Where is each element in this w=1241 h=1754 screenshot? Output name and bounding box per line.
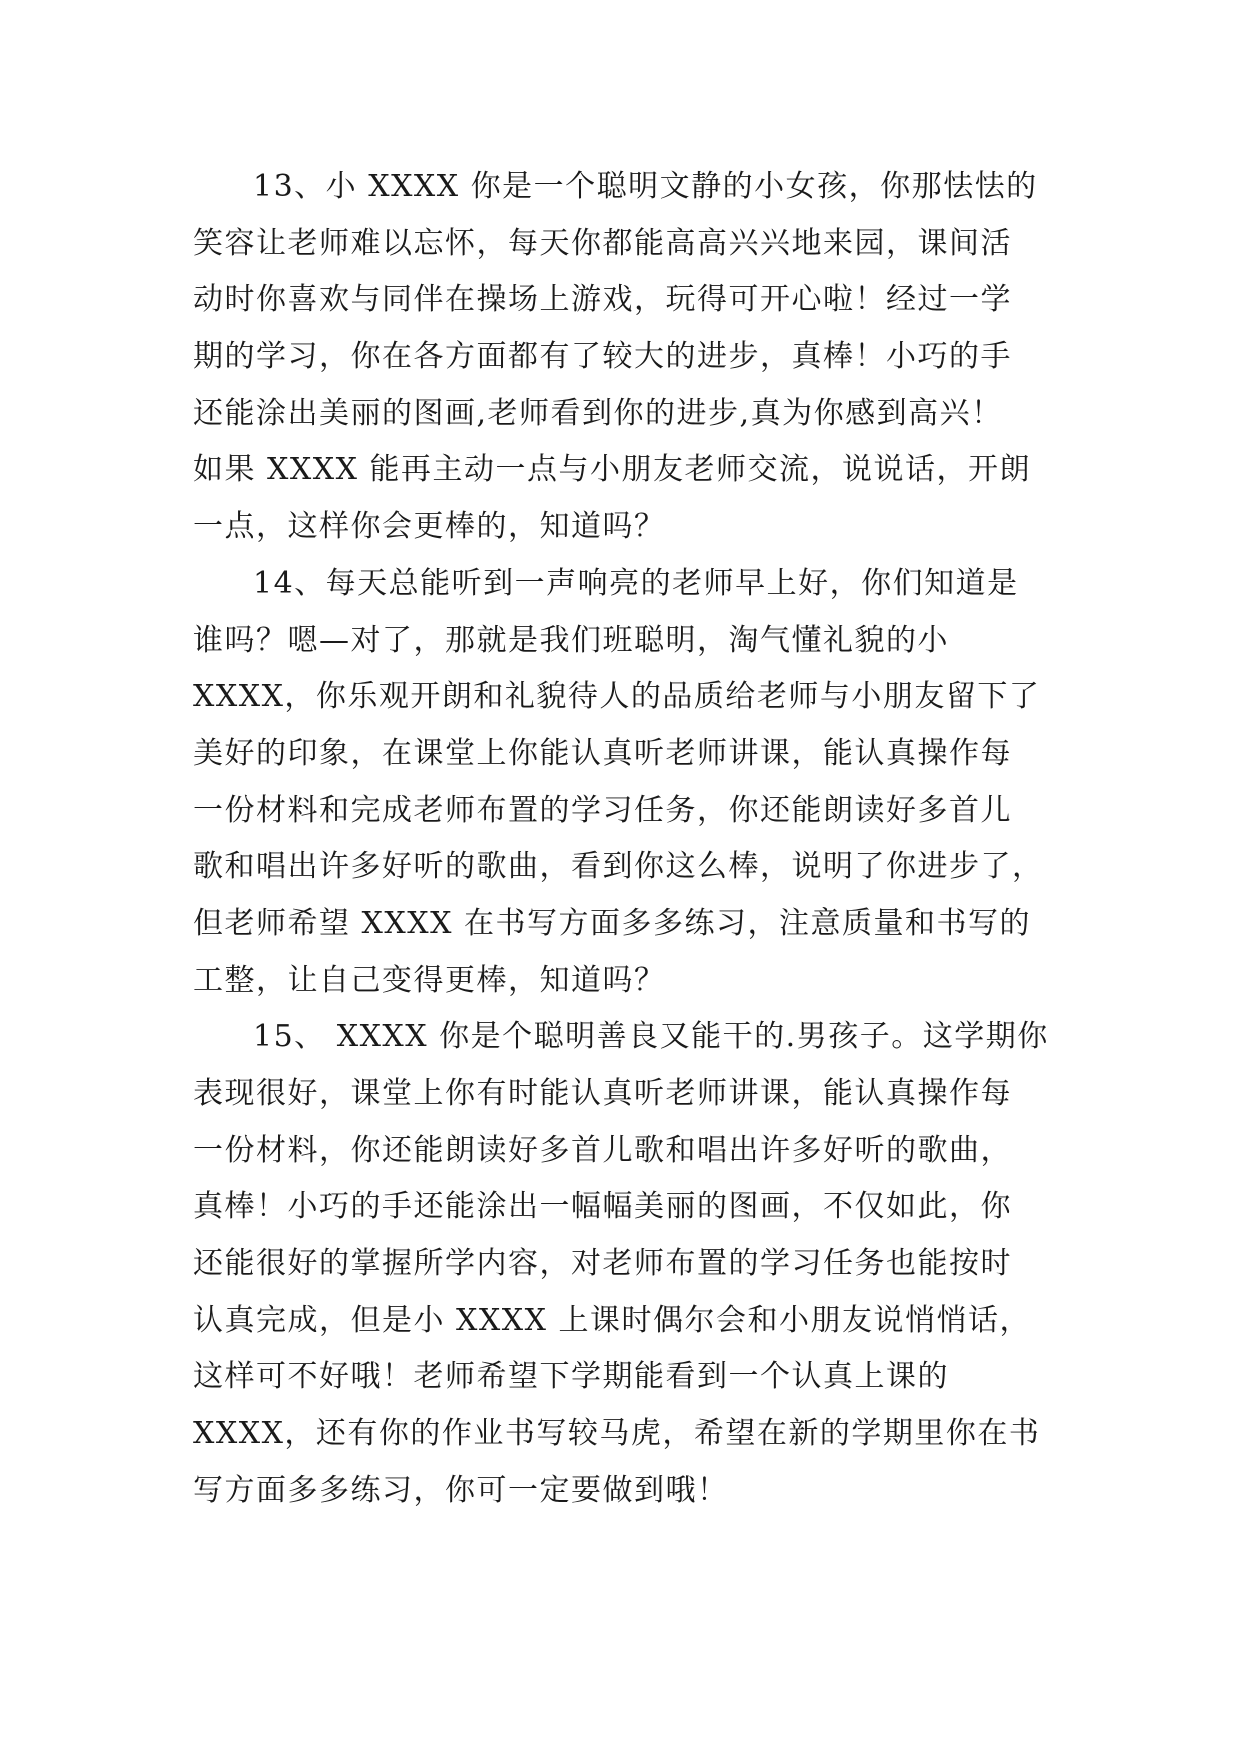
paragraph-line: 写方面多多练习，你可一定要做到哦！	[193, 1472, 729, 1508]
paragraph-line: 13、小 XXXX 你是一个聪明文静的小女孩，你那怯怯的	[253, 169, 1038, 204]
paragraph-line: 美好的印象，在课堂上你能认真听老师讲课，能认真操作每	[193, 735, 1012, 771]
paragraph-line: 工整，让自己变得更棒，知道吗？	[193, 962, 666, 998]
paragraph-line: 动时你喜欢与同伴在操场上游戏，玩得可开心啦！经过一学	[193, 282, 1012, 318]
paragraph-line: 一份材料，你还能朗读好多首儿歌和唱出许多好听的歌曲，	[193, 1132, 1012, 1168]
paragraph-line: 认真完成，但是小 XXXX 上课时偶尔会和小朋友说悄悄话，	[193, 1302, 1032, 1338]
paragraph-line: 一点，这样你会更棒的，知道吗？	[193, 509, 666, 545]
paragraph-line: 还能涂出美丽的图画,老师看到你的进步,真为你感到高兴！	[193, 395, 1003, 431]
paragraph-line: 真棒！小巧的手还能涂出一幅幅美丽的图画，不仅如此，你	[193, 1189, 1012, 1225]
paragraph-13	[193, 159, 1073, 556]
paragraph-line: 表现很好，课堂上你有时能认真听老师讲课，能认真操作每	[193, 1076, 1012, 1111]
paragraph-15	[193, 1009, 1073, 1519]
paragraph-line: XXXX，你乐观开朗和礼貌待人的品质给老师与小朋友留下了	[193, 679, 1041, 715]
paragraph-14	[193, 556, 1073, 1010]
paragraph-line: 谁吗？嗯—对了，那就是我们班聪明，淘气懂礼貌的小	[193, 622, 949, 658]
paragraph-line: 还能很好的掌握所学内容，对老师布置的学习任务也能按时	[193, 1246, 1012, 1282]
paragraph-line: 如果 XXXX 能再主动一点与小朋友老师交流，说说话，开朗	[193, 452, 1032, 488]
paragraph-line: XXXX，还有你的作业书写较马虎，希望在新的学期里你在书	[193, 1416, 1041, 1452]
document-body	[193, 159, 1073, 1520]
paragraph-line: 歌和唱出许多好听的歌曲，看到你这么棒，说明了你进步了，	[193, 849, 1044, 885]
paragraph-line: 15、 XXXX 你是个聪明善良又能干的.男孩子。这学期你	[253, 1019, 1049, 1055]
paragraph-line: 一份材料和完成老师布置的学习任务，你还能朗读好多首儿	[193, 792, 1012, 828]
paragraph-line: 14、每天总能听到一声响亮的老师早上好，你们知道是	[253, 565, 1019, 601]
paragraph-line: 这样可不好哦！老师希望下学期能看到一个认真上课的	[193, 1359, 949, 1395]
paragraph-line: 但老师希望 XXXX 在书写方面多多练习，注意质量和书写的	[193, 905, 1032, 941]
paragraph-line: 期的学习，你在各方面都有了较大的进步，真棒！小巧的手	[193, 339, 1012, 375]
paragraph-line: 笑容让老师难以忘怀，每天你都能高高兴兴地来园，课间活	[193, 225, 1012, 261]
